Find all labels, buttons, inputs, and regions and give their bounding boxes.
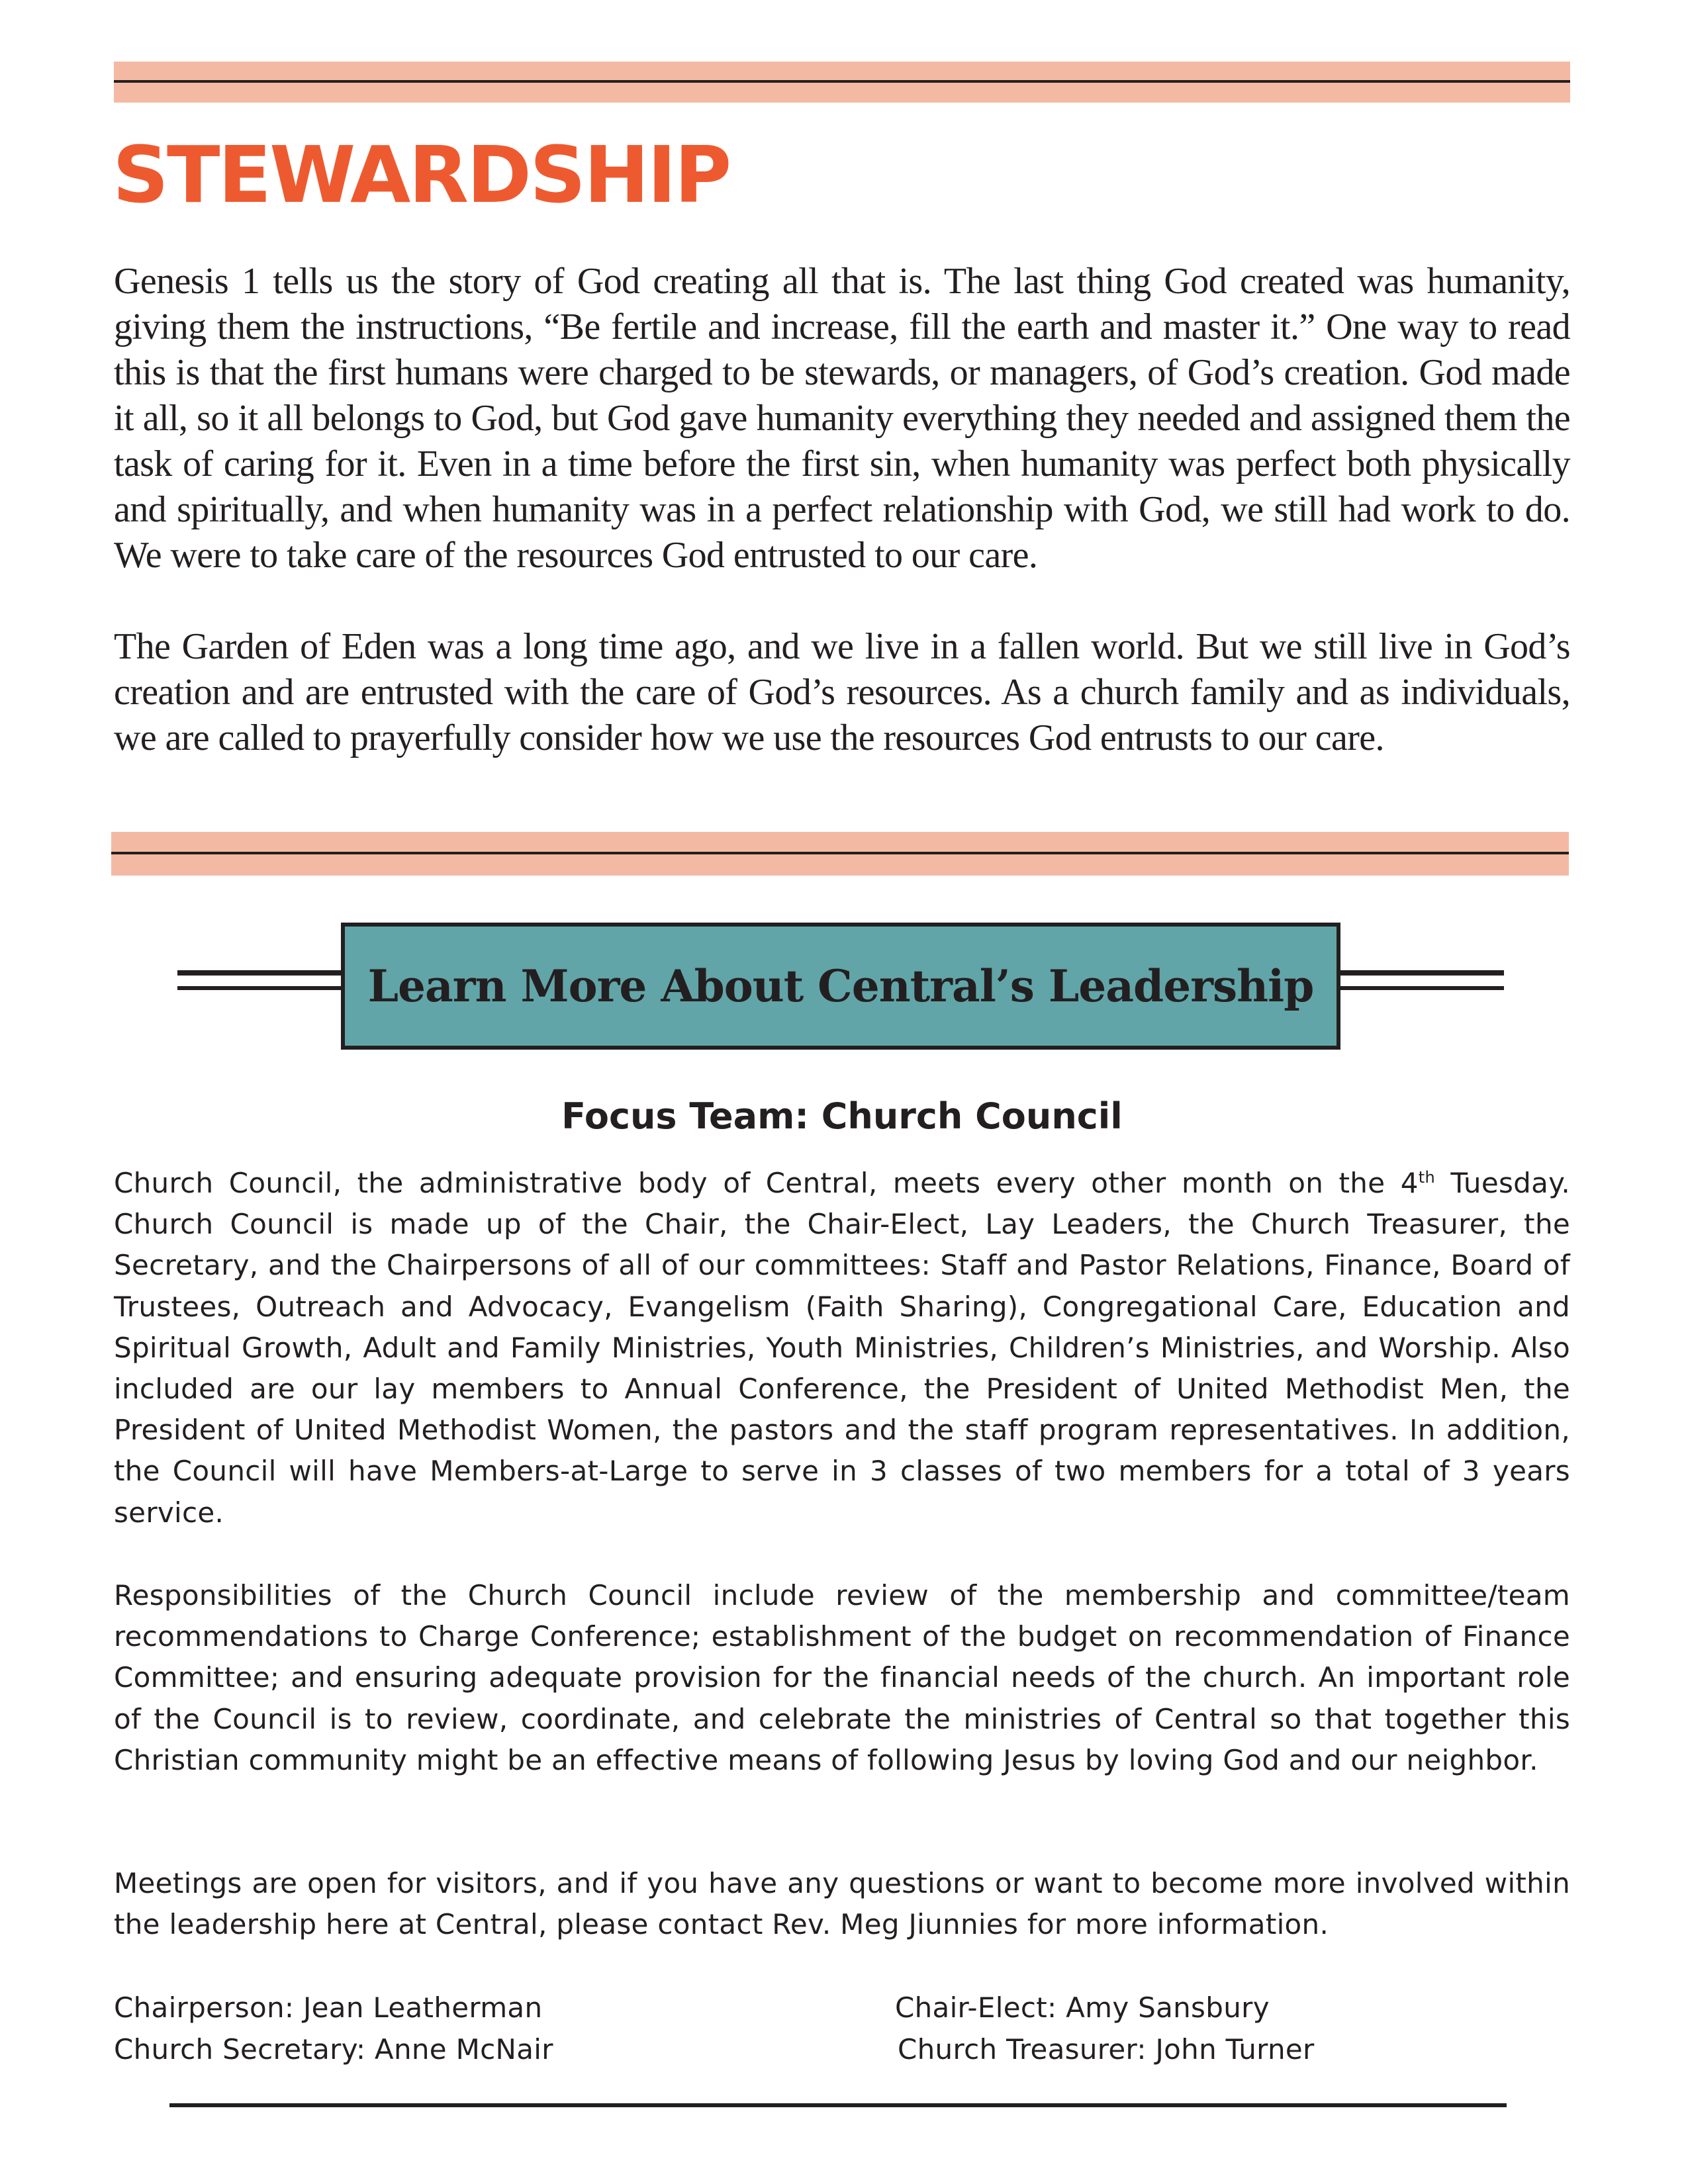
middle-divider-rule [111, 852, 1569, 854]
church-council-paragraph-1-rest: Tuesday. Church Council is made up of the Chair, the Chair-Elect, Lay Leaders, the Church Treasurer, the Secretary, and the Chairpersons of all of our committees: Staff and Pastor Relations, Finance, Board of Trustees, Outreach and Advocacy, Evangelism (Faith Sharing), Congregational Care, Education and Spiritual Growth, Adult and Family Ministries, Youth Ministries, Children’s Ministries, and Worship. Also included are our lay members to Annual Conference, the President of United Methodist Men, the President of United Methodist Women, the pastors and the staff program representatives. In addition, the Council will have Members-at-Large to serve in 3 classes of two members for a total of 3 years service. [114, 1167, 1570, 1529]
officer-chairperson: Chairperson: Jean Leatherman [114, 1991, 543, 2024]
leadership-banner-title: Learn More About Central’s Leadership [367, 960, 1314, 1012]
focus-team-title: Focus Team: Church Council [561, 1095, 1123, 1137]
church-council-paragraph-3: Meetings are open for visitors, and if you have any questions or want to become more involved within the leadership here at Central, please contact Rev. Meg Jiunnies for more information. [114, 1867, 1570, 1941]
banner-right-line-top [1338, 970, 1504, 976]
leadership-banner [341, 923, 1340, 1050]
church-council-paragraph-2: Responsibilities of the Church Council include review of the membership and committee/team recommendations to Charge Conference; establishment of the budget on recommendation of Finance Committee; and ensuring adequate provision for the financial needs of the church. An important role of the Council is to review, coordinate, and celebrate the ministries of Central so that together this Christian community might be an effective means of following Jesus by loving God and our neighbor. [114, 1579, 1570, 1776]
banner-left-line-top [177, 970, 343, 976]
church-council-paragraph-1-start: Church Council, the administrative body of Central, meets every other month on the 4 [114, 1167, 1419, 1199]
top-divider-band [114, 62, 1570, 103]
stewardship-paragraph-2: The Garden of Eden was a long time ago, and we live in a fallen world. But we still live in God’s creation and are entrusted with the care of God’s resources. As a church family and as individuals, we are called to prayerfully consider how we use the resources God entrusts to our care. [114, 626, 1570, 758]
top-divider-rule [114, 80, 1570, 83]
ordinal-suffix: th [1418, 1168, 1435, 1187]
bottom-divider-rule [169, 2103, 1507, 2107]
banner-right-line-bottom [1338, 986, 1504, 990]
stewardship-title: STEWARDSHIP [113, 129, 730, 220]
banner-left-line-bottom [177, 986, 343, 990]
officer-chair-elect: Chair-Elect: Amy Sansbury [895, 1991, 1270, 2024]
officer-treasurer: Church Treasurer: John Turner [898, 2033, 1315, 2066]
middle-divider-band [111, 832, 1569, 876]
officer-secretary: Church Secretary: Anne McNair [114, 2033, 553, 2066]
stewardship-paragraph-1: Genesis 1 tells us the story of God creating all that is. The last thing God created was humanity, giving them the instructions, “Be fertile and increase, fill the earth and master it.” One way to read this is that the first humans were charged to be stewards, or managers, of God’s creation. God made it all, so it all belongs to God, but God gave humanity everything they needed and assigned them the task of caring for it. Even in a time before the first sin, when humanity was perfect both physically and spiritually, and when humanity was in a perfect relationship with God, we still had work to do. We were to take care of the resources God entrusted to our care. [114, 261, 1570, 576]
church-council-paragraph-1 [114, 1163, 1570, 1533]
